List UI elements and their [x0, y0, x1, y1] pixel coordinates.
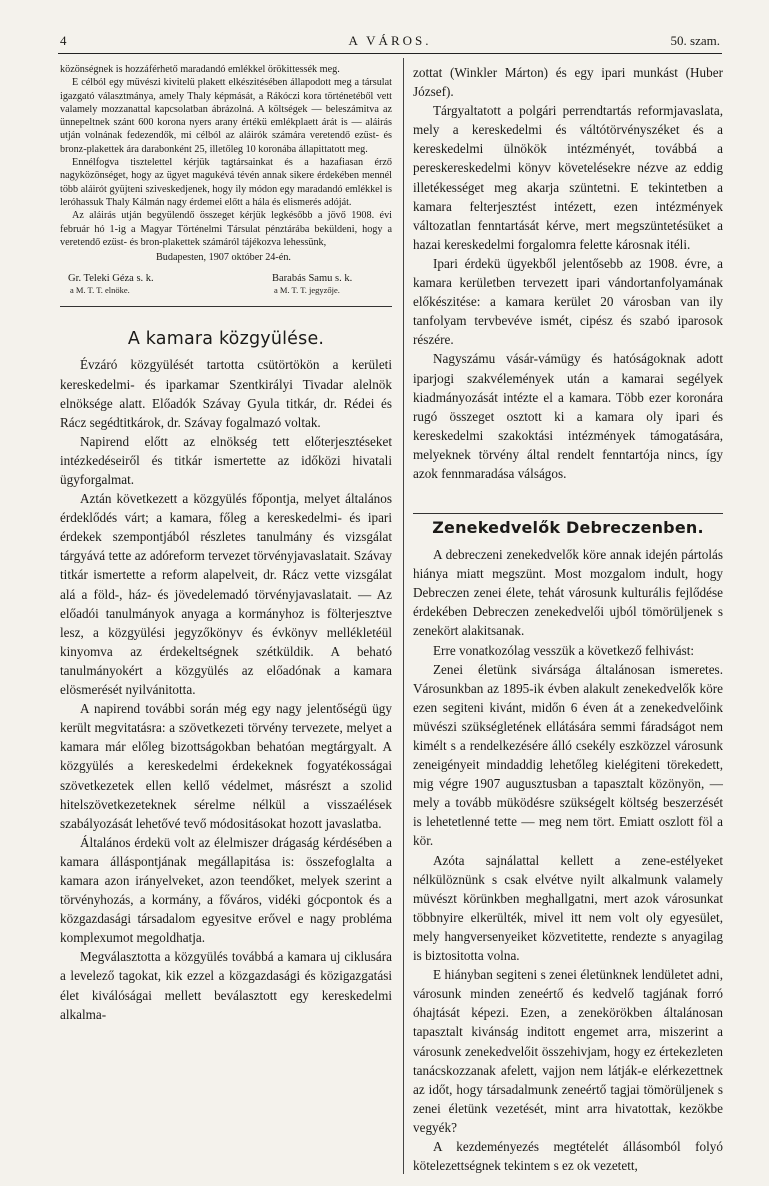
section-divider — [60, 306, 392, 307]
header-rule — [58, 53, 722, 54]
plaque-paragraph: közönségnek is hozzáférhető maradandó emlékkel örökittessék meg. — [60, 64, 340, 75]
kamara-paragraph: Megválasztotta a közgyülés továbbá a kamara uj ciklusára a levelező tagokat, kik ezzel a közgazdasági és közigazgatási élet kiválóságai mellett beválasztott egy kereskedelmi alkalma- — [60, 949, 392, 1022]
kamara-paragraph: Napirend előtt az elnökség tett előterjesztéseket intézkedéseiről és titkár ismertette az időközi hivatali ügyforgalmat. — [60, 433, 392, 488]
section-divider — [413, 513, 723, 514]
signature-role: a M. T. T. jegyzője. — [274, 285, 340, 296]
signature-role: a M. T. T. elnöke. — [70, 285, 130, 296]
newspaper-title: A VÁROS. — [348, 33, 432, 48]
signature-president — [68, 272, 198, 296]
kamara-paragraph: Aztán következett a közgyülés főpontja, melyet általános érdeklődés várt; a kamara, főleg a kereskedelmi- és ipari érdekek szempontjából részletes tanulmány és vizsgálat tárgyává tette az adóreform tervezet törvényjavaslatait. Szávay titkár ismertette a reform alapelveit, dr. Rácz vette vizsgálat alá a föld-, ház- és jövedelemadó törvényjavaslatait. — Az előadói tanulmányok anyaga a kormányhoz is fölterjesztve lesz, a közgyülési jegyzőkönyv és évkönyv mellékletéül kinyomva az érdekeltségnek szétküldik. A beható tanulmányokért a közgyülés az előadónak a kamara elösmerését nyilvánitotta. — [60, 491, 392, 698]
music-article-body — [413, 545, 723, 1175]
kamara-paragraph: Nagyszámu vásár-vámügy és hatóságoknak adott iparjogi szakvélemények után a kamarai segélyek kiadmányozását intézte el a kamara. Több ezer koronára rugó összeget osztott ki a kamara oly ipari és kereskedelmi szakoktási intézmények támogatására, melyeknek törvény által rendelt fenntartója nincs, így azok fennmaradása válságos. — [413, 351, 723, 481]
music-paragraph: Zenei életünk sivársága általánosan ismeretes. Városunkban az 1895-ik évben alakult zenekedvelők köre ezen segiteni kivánt, midőn 6 éven át a zenekedvelőink müvészi szükségletének ellátására semmi fáradságot nem kimélt s a rendelkezésére álló csekély eszközzel városunk zeneigényeit mindaddig lehetőleg kielégiteni törekedett, mig végre 1907 augusztusban a tapasztalt közönyön, — mely a tovább müködésre szükségelt költség beszerzését is lehetetlenné tette — meg nem tört. Emiatt oszlott föl a kör. — [413, 661, 723, 849]
music-article-title: Zenekedvelők Debreczenben. — [432, 518, 704, 538]
date-line: Budapesten, 1907 október 24-én. — [156, 252, 291, 264]
music-paragraph: A debreczeni zenekedvelők köre annak idején pártolás hiánya miatt megszünt. Most mozgalom indult, hogy Debreczen zenei élete, tehát városunk kulturális fejlődése érdekében Debreczen zenekedvelői ujból tömörüljenek s zenekört alakitsanak. — [413, 547, 723, 639]
plaque-paragraph: E célból egy müvészi kivitelü plakett elkészitésében állapodott meg a társulat igazgató választmánya, amely Thaly képmását, a Rákóczi kora történetéből vett valamely mozzanattal kapcsolatban ábrázolná. A költségek — beleszámitva az ünnepeltnek szánt 600 korona nyers arany értékü emlékplaett árát is — aláirás utján volnának fedezendők, mi célból az aláirók számára veretendő ezüst- és bronz-plakettek ára darabonként 25, illetőleg 10 koronába állapittatott meg. — [60, 77, 392, 155]
music-paragraph: Erre vonatkozólag vesszük a következő felhivást: — [433, 642, 695, 658]
kamara-paragraph: Évzáró közgyülését tartotta csütörtökön a kerületi kereskedelmi- és iparkamar Szentkirályi Tivadar alelnök elnöksége alatt. Előadók Szávay Gyula titkár, dr. Rédei és Rácz segédtitkárok, dr. Szávay fogalmazó voltak. — [60, 357, 392, 430]
kamara-paragraph: Általános érdekü volt az élelmiszer drágaság kérdésében a kamara álláspontjának megállapitása is: összefoglalta a kamara azon irányelveket, azon teendőket, melyek szerint a törvényhozás, a kormány, a főváros, vidéki gócpontok és a közgazdasági társadalom egyesitve erővel e nagy probléma komplexumot megoldhatja. — [60, 834, 392, 946]
music-paragraph: A kezdeményezés megtételét állásomból folyó kötelezettségnek tekintem s ez ok vezetett, — [413, 1138, 723, 1174]
page-header — [60, 33, 720, 55]
music-paragraph: Azóta sajnálattal kellett a zene-estélyeket nélkülöznünk s csak elvétve nyilt alkalmunk valamely müvészt körünkben meghallgatni, mert azok városunkat többnyire elkerülték, mivel itt nem volt oly egyesület, mely hangversenyeiket közvetitette, rendezte s anyagilag is biztositotta volna. — [413, 852, 723, 964]
column-divider — [403, 58, 404, 1174]
signature-name: Gr. Teleki Géza s. k. — [68, 273, 154, 285]
signature-secretary — [272, 272, 402, 296]
kamara-article-title: A kamara közgyülése. — [127, 329, 325, 350]
kamara-paragraph: Ipari érdekü ügyekből jelentősebb az 1908. évre, a kamara kerületben tervezett ipari vándortanfolyamának előkészitése: a kamara kerület 20 városban van ily tanfolyam tervbevéve ismét, cipész és szabó iparosok részére. — [413, 255, 723, 348]
plaque-paragraph: Az aláirás utján begyülendő összeget kérjük legkésőbb a jövő 1908. évi február hó 1-ig a Magyar Történelmi Társulat pénztárába beküldeni, hogy a veretendő ezüst- és bron-plakettek számáról tájékozva lehessünk, — [60, 210, 392, 248]
kamara-article-continued — [413, 63, 723, 483]
kamara-paragraph: A napirend további során még egy nagy jelentőségü ügy került megvitatásra: a szövetkezeti törvény tervezete, melyet a kamara már előleg bizottságokban behatóan megtárgyalt. A közgyülés a kereskedelmi érdekeknek fogyatékosságai szövetkezetek ellen kellő védelmet, másrészt a szolid hitelszövetkezeteknek sérelme nélkül a visszaélések szabályozását lehetővé tevő módositásokat hozott javaslatba. — [60, 701, 392, 831]
left-column — [60, 63, 392, 1024]
right-column — [413, 63, 723, 1175]
kamara-article-body — [60, 355, 392, 1023]
signatures — [60, 272, 392, 302]
music-paragraph: E hiányban segiteni s zenei életünknek lendületet adni, városunk minden zeneértő és kedvelő tagjának forró óhajtását képezi. Ezen, a zenekörökben általánosan tapasztalt kivánság inditott engemet arra, miszerint a városunk zenekedvelőit összehivjam, hogy ez értekezleten tanácskozzanak afelett, vajjon nem látják-e elérkezettnek az időt, hogy társadalmunk zeneértő tagjai tömörüljenek s zenei életünk vezetését, mint arra hivatottak, kezökbe vegyék? — [413, 967, 723, 1135]
page-number: 4 — [60, 33, 67, 48]
plaque-appeal — [60, 63, 392, 307]
kamara-paragraph: zottat (Winkler Márton) és egy ipari munkást (Huber József). — [413, 65, 723, 100]
kamara-paragraph: Tárgyaltatott a polgári perrendtartás reformjavaslata, mely a kereskedelmi és váltótörvényszéket és a kereskedelmi ülnökök intézményét, továbbá a pereskereskedelmi könyv követelésekre nézve az eddig illetékességet meg akarja szüntetni. E tekintetben a kamara felterjesztést intézett, ezen intézmények változatlan fenntartását kérve, mert megszüntetésüket a hazai kereskedelmi forgalomra felette károsnak itéli. — [413, 103, 723, 252]
signature-name: Barabás Samu s. k. — [272, 273, 353, 285]
issue-number: 50. szam. — [670, 33, 720, 48]
plaque-paragraph: Ennélfogva tisztelettel kérjük tagtársainkat és a hazafiasan érző nagyközönséget, hogy az ügyet magukévá tévén annak sikere érdekében mennél több aláirót gyüjteni sziveskedjenek, hogy ily módon egy maradandó emlékkel is leróhassuk Thaly Kálmán nagy érdemei előtt a hála és elismerés adóját. — [60, 157, 392, 208]
